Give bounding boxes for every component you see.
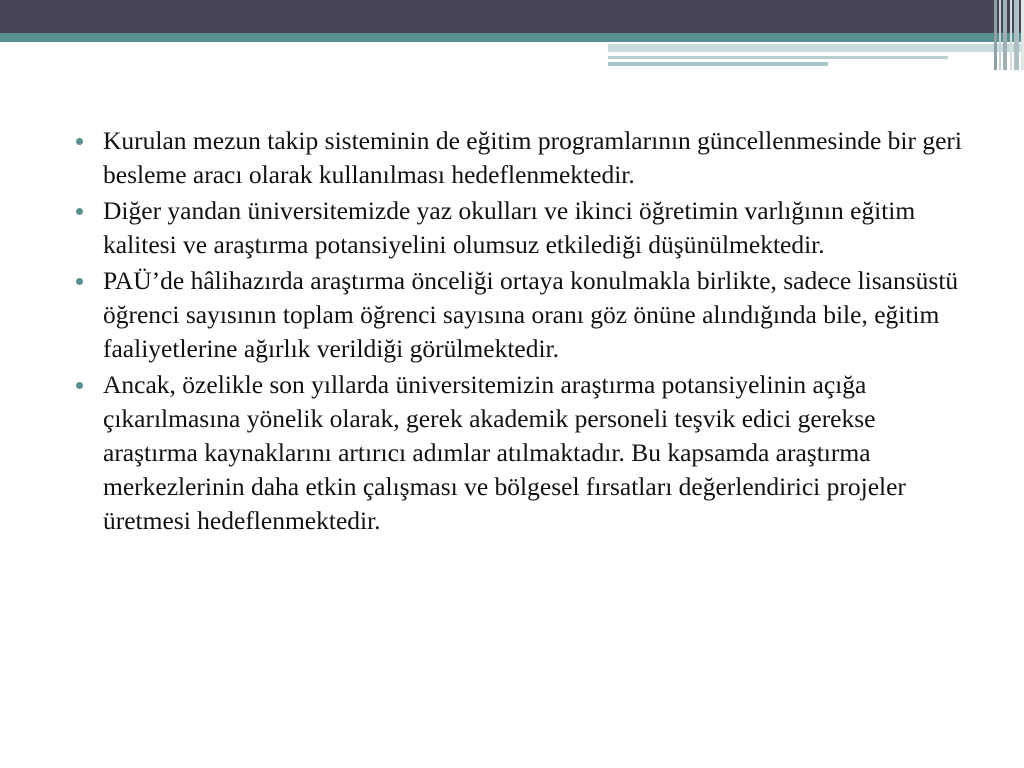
bullet-dot-icon (76, 382, 83, 389)
header-accent-line-short (608, 62, 828, 66)
bullet-dot-icon (76, 208, 83, 215)
bullet-item (76, 264, 976, 366)
header-band-dark (0, 0, 1024, 33)
header-accent-line (608, 56, 948, 59)
bullet-item (76, 368, 976, 538)
bullet-text: Ancak, özelikle son yıllarda üniversitemizin araştırma potansiyelinin açığa çıkarılmasına yönelik olarak, gerek akademik personeli teşvik edici gerekse araştırma kaynaklarını artırıcı adımlar atılmaktadır. Bu kapsamda araştırma merkezlerinin daha etkin çalışması ve bölgesel fırsatları değerlendirici projeler üretmesi hedeflenmektedir. (103, 370, 906, 535)
header-band-pale (608, 44, 1024, 52)
header-vertical-stripes (994, 0, 1024, 70)
header-band-teal (0, 33, 1024, 42)
bullet-list (76, 124, 976, 540)
bullet-item (76, 194, 976, 262)
bullet-text: PAÜ’de hâlihazırda araştırma önceliği ortaya konulmakla birlikte, sadece lisansüstü öğrenci sayısının toplam öğrenci sayısına oranı göz önüne alındığında bile, eğitim faaliyetlerine ağırlık verildiği görülmektedir. (103, 266, 959, 363)
bullet-text: Kurulan mezun takip sisteminin de eğitim programlarının güncellenmesinde bir geri besleme aracı olarak kullanılması hedeflenmektedir. (103, 126, 962, 189)
bullet-dot-icon (76, 278, 83, 285)
bullet-text: Diğer yandan üniversitemizde yaz okulları ve ikinci öğretimin varlığının eğitim kalitesi ve araştırma potansiyelini olumsuz etkilediği düşünülmektedir. (103, 196, 916, 259)
bullet-item (76, 124, 976, 192)
bullet-dot-icon (76, 138, 83, 145)
